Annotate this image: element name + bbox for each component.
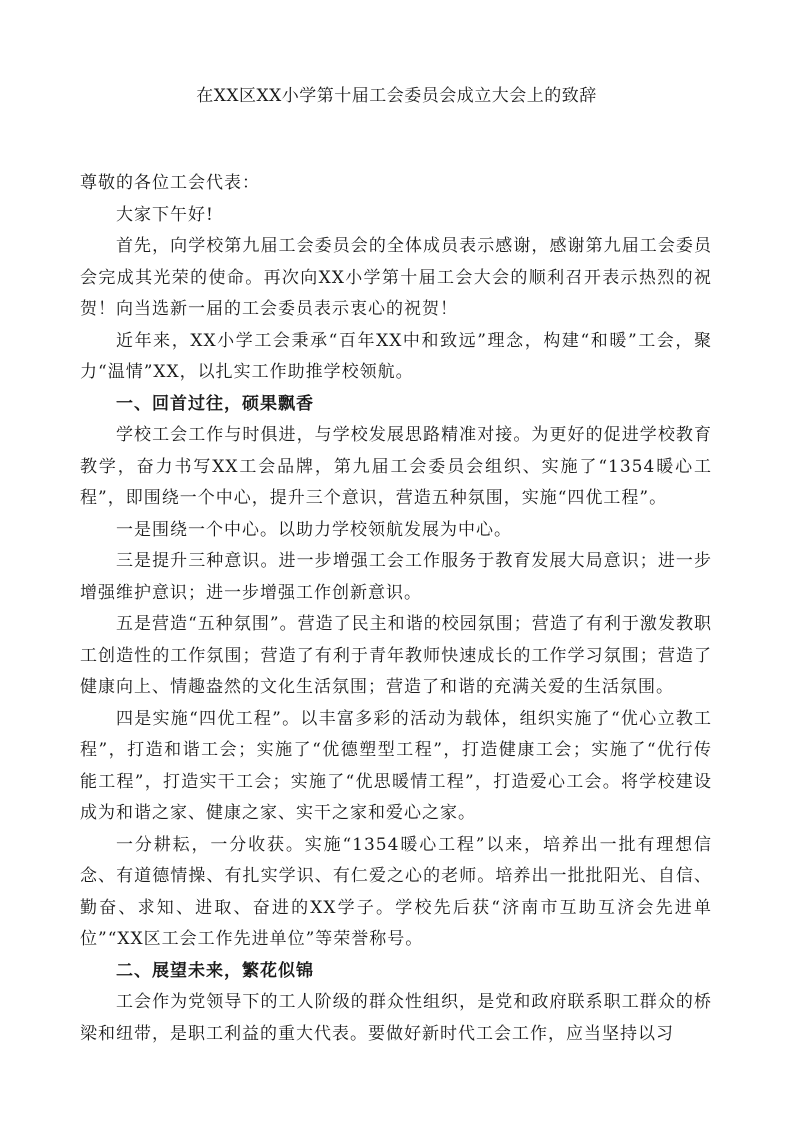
paragraph-three-awareness: 三是提升三种意识。进一步增强工会工作服务于教育发展大局意识；进一步增强维护意识；进一步增强工作创新意识。 bbox=[80, 551, 712, 603]
paragraph-one-center: 一是围绕一个中心。以助力学校领航发展为中心。 bbox=[116, 519, 512, 540]
paragraph-achievements: 一分耕耘，一分收获。实施“1354暖心工程”以来，培养出一批有理想信念、有道德情操、有扎实学识、有仁爱之心的老师。培养出一批批阳光、自信、勤奋、求知、进取、奋进的XX学子。学校先后获“济南市互助互济会先进单位”“XX区工会工作先进单位”等荣誉称号。 bbox=[80, 834, 712, 949]
paragraph-five-atmospheres: 五是营造“五种氛围”。营造了民主和谐的校园氛围；营造了有利于激发教职工创造性的工作氛围；营造了有利于青年教师快速成长的工作学习氛围；营造了健康向上、情趣盎然的文化生活氛围；营造了和谐的充满关爱的生活氛围。 bbox=[80, 614, 712, 697]
greeting: 大家下午好! bbox=[116, 204, 214, 225]
paragraph-thanks: 首先，向学校第九届工会委员会的全体成员表示感谢，感谢第九届工会委员会完成其光荣的使命。再次向XX小学第十届工会大会的顺利召开表示热烈的祝贺！向当选新一届的工会委员表示衷心的祝贺！ bbox=[80, 236, 712, 319]
document-title: 在XX区XX小学第十届工会委员会成立大会上的致辞 bbox=[196, 86, 597, 106]
paragraph-union-role: 工会作为党领导下的工人阶级的群众性组织，是党和政府联系职工群众的桥梁和纽带，是职工利益的重大代表。要做好新时代工会工作，应当坚持以习 bbox=[80, 992, 712, 1044]
section-heading-review: 一、回首过往，硕果飘香 bbox=[116, 393, 314, 414]
section-heading-outlook: 二、展望未来，繁花似锦 bbox=[116, 960, 314, 981]
paragraph-recent-years: 近年来，XX小学工会秉承“百年XX中和致远”理念，构建“和暖”工会，聚力“温情”XX，以扎实工作助推学校领航。 bbox=[80, 330, 712, 382]
document-body bbox=[80, 168, 712, 1050]
paragraph-project-overview: 学校工会工作与时俱进，与学校发展思路精准对接。为更好的促进学校教育教学，奋力书写XX工会品牌，第九届工会委员会组织、实施了“1354暖心工程”，即围绕一个中心，提升三个意识，营造五种氛围，实施“四优工程”。 bbox=[80, 425, 712, 508]
salutation: 尊敬的各位工会代表： bbox=[80, 173, 260, 193]
paragraph-four-projects: 四是实施“四优工程”。以丰富多彩的活动为载体，组织实施了“优心立教工程”，打造和谐工会；实施了“优德塑型工程”，打造健康工会；实施了“优行传能工程”，打造实干工会；实施了“优思暖情工程”，打造爱心工会。将学校建设成为和谐之家、健康之家、实干之家和爱心之家。 bbox=[80, 708, 712, 823]
